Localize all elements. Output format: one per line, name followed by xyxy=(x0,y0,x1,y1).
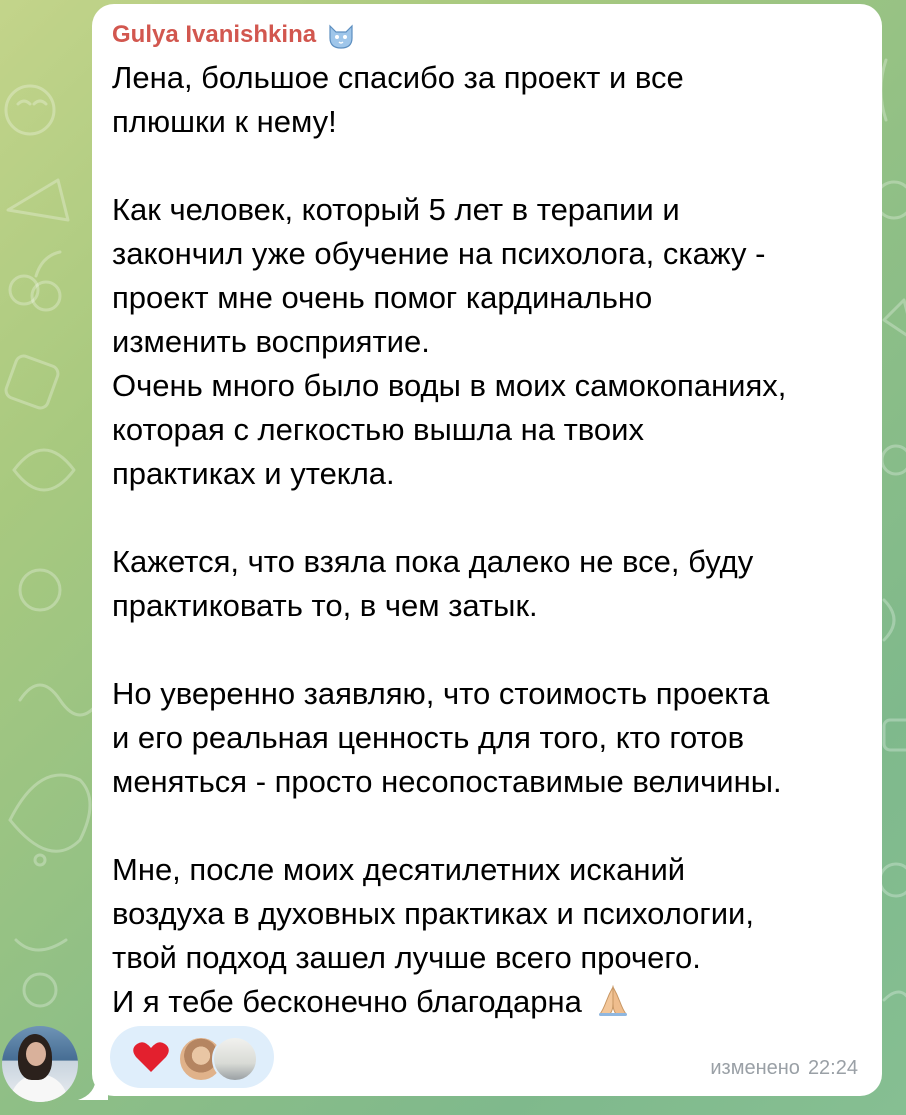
message-line: Мне, после моих десятилетних исканий xyxy=(112,852,686,887)
message-line: Как человек, который 5 лет в терапии и xyxy=(112,192,680,227)
message-line: И я тебе бесконечно благодарна xyxy=(112,984,582,1019)
message-blank-line xyxy=(112,804,872,848)
sender-avatar[interactable] xyxy=(2,1026,78,1102)
message-blank-line xyxy=(112,144,872,188)
edited-label: изменено xyxy=(710,1057,800,1079)
message-line: плюшки к нему! xyxy=(112,104,337,139)
sender-name[interactable]: Gulya Ivanishkina xyxy=(112,21,317,48)
message-line: Кажется, что взяла пока далеко не все, буду xyxy=(112,544,754,579)
message-text xyxy=(112,56,872,1024)
reaction-pill[interactable] xyxy=(110,1026,274,1088)
message-line: которая с легкостью вышла на твоих xyxy=(112,412,644,447)
message-time: 22:24 xyxy=(807,1057,858,1079)
message-blank-line xyxy=(112,496,872,540)
message-meta xyxy=(710,1057,858,1080)
cat-face-icon xyxy=(326,20,356,50)
red-heart-icon xyxy=(132,1040,170,1074)
message-line: воздуха в духовных практиках и психологии, xyxy=(112,896,754,931)
message-line: практиковать то, в чем затык. xyxy=(112,588,538,623)
message-line: изменить восприятие. xyxy=(112,324,430,359)
sender-header[interactable] xyxy=(112,20,356,50)
message-bubble[interactable] xyxy=(92,4,882,1096)
message-line: проект мне очень помог кардинально xyxy=(112,280,653,315)
message-blank-line xyxy=(112,628,872,672)
message-line: практиках и утекла. xyxy=(112,456,395,491)
folded-hands-icon xyxy=(596,984,630,1018)
avatar-face-shape xyxy=(26,1042,46,1066)
message-line: Но уверенно заявляю, что стоимость проекта xyxy=(112,676,770,711)
message-line: твой подход зашел лучше всего прочего. xyxy=(112,940,701,975)
message-line: и его реальная ценность для того, кто готов xyxy=(112,720,745,755)
message-line: Лена, большое спасибо за проект и все xyxy=(112,60,684,95)
reactor-avatar xyxy=(212,1036,258,1082)
message-line: меняться - просто несопоставимые величины. xyxy=(112,764,782,799)
message-line: закончил уже обучение на психолога, скажу - xyxy=(112,236,766,271)
message-last-line xyxy=(112,980,872,1024)
message-line: Очень много было воды в моих самокопаниях, xyxy=(112,368,787,403)
